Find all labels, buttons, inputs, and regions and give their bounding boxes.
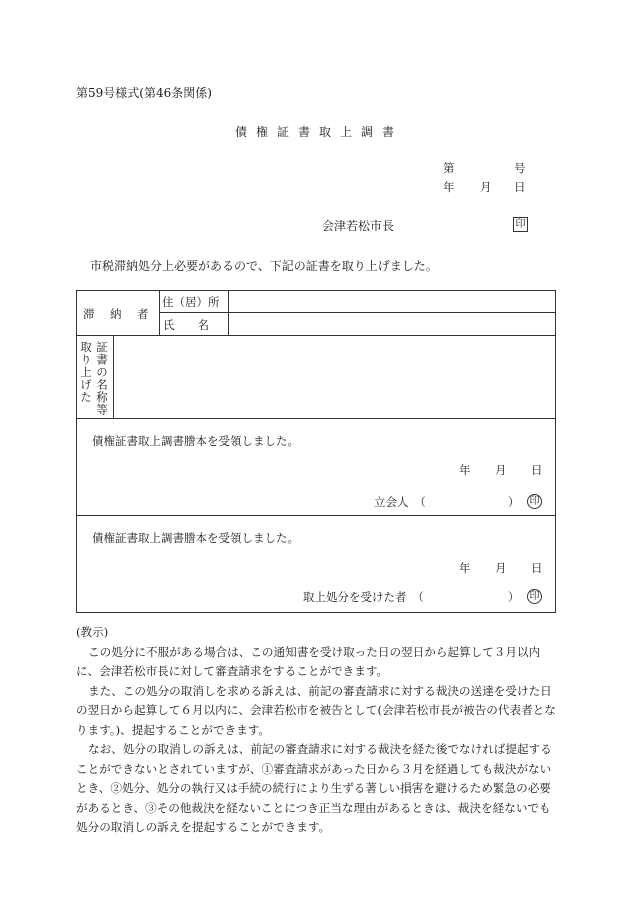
receipt-year-2: 年 — [459, 561, 471, 575]
witness-paren-close: ） — [508, 495, 520, 509]
col-divider-2 — [228, 291, 229, 335]
issuer-seal: 印 — [513, 217, 528, 232]
col-divider-1 — [159, 291, 160, 335]
subject-paren-close: ） — [508, 590, 520, 604]
notes-paragraph-3: なお、処分の取消しの訴えは、前記の審査請求に対する裁決を経た後でなければ提起することができないとされていますが、①審査請求があった日から３月を経過しても裁決がないとき、②処分、処分の執行又は手続の続行により生ずる著しい損害を避けるため緊急の必要があるとき、③その他裁決を経ないことにつき正当な理由があるときは、裁決を経ないでも処分の取消しの訴えを提起することができます。 — [76, 742, 552, 834]
date-day: 日 — [514, 180, 526, 194]
number-prefix: 第 — [443, 161, 455, 175]
row-divider-seized — [77, 418, 555, 419]
witness-seal: 印 — [527, 494, 542, 509]
form-number: 第59号様式(第46条関係) — [76, 86, 212, 100]
notes-paragraph-1: この処分に不服がある場合は、この通知書を受け取った日の翌日から起算して３月以内に、会津若松市長に対して審査請求をすることができます。 — [76, 644, 541, 678]
col-divider-seized-label — [113, 335, 114, 418]
receipt-text-2: 債権証書取上調書謄本を受領しました。 — [92, 531, 299, 545]
seizure-form-table — [76, 290, 556, 613]
document-title: 債権証書取上調書 — [234, 125, 403, 139]
subject-seal: 印 — [527, 589, 542, 604]
notes-paragraph-2: また、この処分の取消しを求める訴えは、前記の審査請求に対する裁決の送達を受けた日の翌日から起算して６月以内に、会津若松市を被告として(会津若松市長が被告の代表者となります。)、提起することができます。 — [76, 683, 556, 737]
intro-text: 市税滞納処分上必要があるので、下記の証書を取り上げました。 — [90, 259, 438, 273]
row-divider-taxpayer — [77, 335, 555, 336]
receipt-month-2: 月 — [495, 561, 507, 575]
row-divider-address — [159, 312, 555, 313]
taxpayer-label: 滞 納 者 — [83, 307, 151, 321]
seized-label-line2: 証書の名称等 — [95, 341, 109, 416]
receipt-text: 債権証書取上調書謄本を受領しました。 — [92, 434, 299, 448]
receipt-day: 日 — [531, 463, 543, 477]
receipt-year: 年 — [459, 463, 471, 477]
row-divider-receipt — [77, 515, 555, 516]
notes-heading: (教示) — [76, 625, 109, 639]
instruction-notes — [76, 623, 556, 838]
seized-label-line1: 取り上げた — [79, 341, 93, 404]
issuer-name: 会津若松市長 — [322, 219, 395, 233]
receipt-month: 月 — [495, 463, 507, 477]
number-suffix: 号 — [514, 161, 526, 175]
witness-label: 立会人 （ — [374, 495, 426, 509]
address-label: 住（居）所 — [162, 295, 220, 309]
name-label: 氏 名 — [163, 318, 209, 332]
date-year: 年 — [443, 180, 455, 194]
date-month: 月 — [480, 180, 492, 194]
receipt-day-2: 日 — [531, 561, 543, 575]
subject-label: 取上処分を受けた者 （ — [303, 590, 424, 604]
